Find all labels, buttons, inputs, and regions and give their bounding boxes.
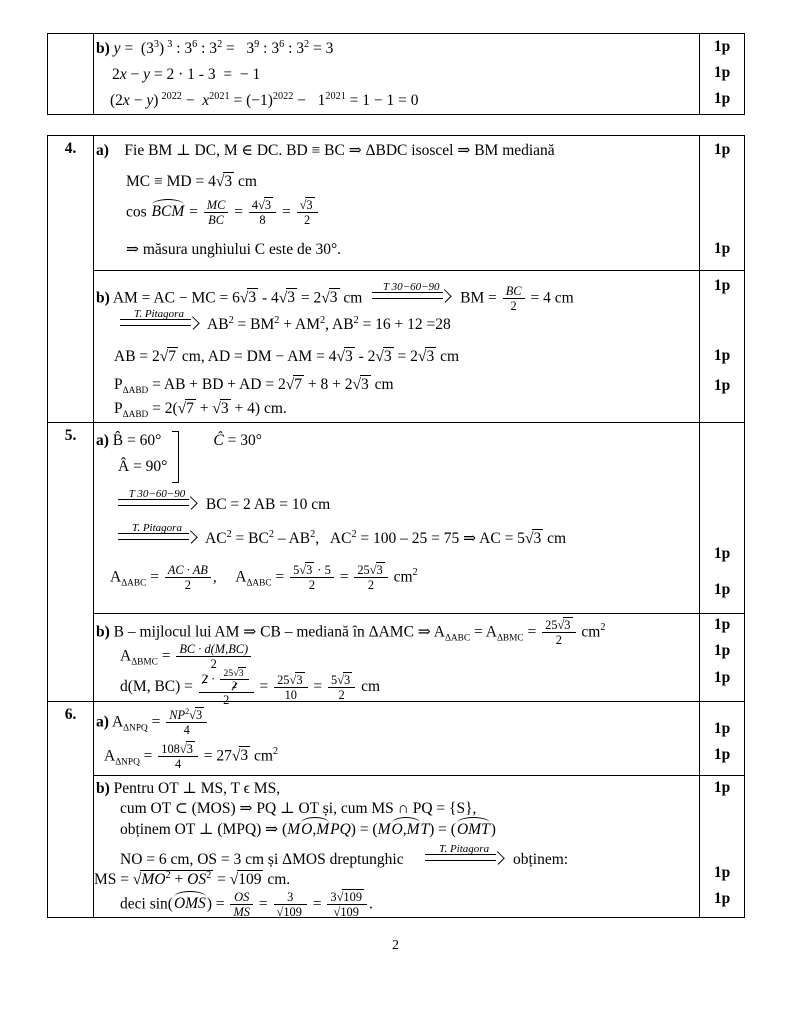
points-cell — [699, 34, 744, 114]
points-label: 1p — [713, 377, 731, 394]
math-line: $P_{\Delta ABD} = 2(√7 + √3 + 4)$ cm. — [114, 400, 287, 421]
bracket-shape — [172, 431, 179, 483]
subrow-4a — [94, 136, 744, 270]
points-label: 1p — [713, 141, 731, 158]
subrow-5b — [94, 613, 744, 707]
math-line: (2x − y) $^{2022}$ − $x^{2021} = (-1)^{2022}$ − $1^{2021} = 1 - 1 = 0$ — [110, 90, 419, 109]
problem-number-empty — [48, 34, 94, 114]
points-cell — [699, 136, 744, 270]
table-row-5 — [48, 422, 744, 707]
answer-table-main — [47, 135, 745, 918]
points-label: 1p — [713, 277, 731, 294]
points-cell — [699, 614, 744, 701]
math-line: 2x − y = 2 · 1 - 3 = − 1 — [112, 66, 261, 83]
points-label: 1p — [713, 38, 731, 55]
math-line: b) y = $(3^3)$ $^3$ : $3^6$ : $3^2$ = $3^9$ : $3^6$ : $3^2 = 3$ — [96, 38, 334, 57]
subrow-6a — [94, 702, 744, 775]
table-row — [48, 34, 744, 114]
points-label: 1p — [713, 669, 731, 686]
math-line: NO = 6 cm, OS = 3 cm și ΔMOS dreptunghic T. Pitagora obținem: — [120, 843, 569, 868]
points-label: 1p — [713, 347, 731, 364]
points-label: 1p — [713, 720, 731, 737]
points-label: 1p — [713, 864, 731, 881]
math-line: obținem OT ⊥ (MPQ) ⇒ (MO,MPQ) = (MO,MT) = (OMT) — [120, 821, 496, 838]
math-line: T. Pitagora $AB^2 = BM^2 + AM^2$, $AB^2 = 16 + 12 =28$ — [114, 315, 451, 334]
points-label: 1p — [713, 890, 731, 907]
math-line: AB = 2√7 cm, AD = DM − AM = 4√3 - 2√3 = 2√3 cm — [114, 348, 459, 365]
math-line: MS = $√MO^2 + OS^2 = √109$ cm. — [94, 869, 291, 888]
math-line: MC ≡ MD = 4√3 cm — [126, 173, 257, 190]
points-label: 1p — [713, 746, 731, 763]
math-line: b) B – mijlocul lui AM ⇒ CB – mediană în ΔAMC ⇒ $A_{\Delta ABC} = A_{\Delta BMC}$ = $\frac{25√3}{2}$ $cm^2$ — [96, 618, 606, 648]
points-cell — [699, 271, 744, 422]
solution-cell — [94, 136, 699, 270]
solution-cell — [94, 423, 699, 613]
solution-cell — [94, 776, 699, 920]
math-line: Ĉ = 30° — [213, 432, 262, 449]
math-line: b) Pentru OT ⊥ MS, T ϵ MS, — [96, 780, 281, 797]
solution-cell — [94, 34, 699, 114]
solution-cell — [94, 614, 699, 707]
page-number: 2 — [392, 938, 399, 953]
math-line: a) $A_{\Delta NPQ}$ = $\frac{NP^2√3}{4}$ — [96, 708, 209, 738]
points-label: 1p — [713, 581, 731, 598]
math-line: $A_{\Delta NPQ}$ = $\frac{108√3}{4}$ = 27√3 $cm^2$ — [104, 742, 279, 772]
points-cell — [699, 423, 744, 613]
math-line: cum OT ⊂ (MOS) ⇒ PQ ⊥ OT și, cum MS ∩ PQ = {S}, — [120, 800, 477, 817]
table-row-4 — [48, 136, 744, 422]
points-label: 1p — [713, 64, 731, 81]
problem-number: 4. — [48, 136, 94, 422]
math-line: T 30−60−90 BC = 2 AB = 10 cm — [112, 495, 330, 514]
problem-number: 6. — [48, 702, 94, 917]
math-line: $P_{\Delta ABD}$ = AB + BD + AD = 2√7 + 8 + 2√3 cm — [114, 376, 394, 397]
points-label: 1p — [713, 642, 731, 659]
math-line: ⇒ măsura unghiului C este de 30°. — [126, 241, 342, 258]
math-line: cos BCM = $\frac{MC}{BC}$ = $\frac{4√3}{8}$ = $\frac{√3}{2}$ — [126, 198, 320, 228]
math-line: deci sin(OMS) = $\frac{OS}{MS}$ = $\frac{3}{√109}$ = $\frac{3√109}{√109}$ . — [120, 890, 373, 920]
solution-cell — [94, 271, 699, 422]
math-line: d(M, BC) = 2 · $\frac{25√3}{2}$ 2 = $\frac{25√3}{10}$ = $\frac{5√3}{2}$ cm — [120, 668, 381, 707]
points-label: 1p — [713, 240, 731, 257]
subrow-5a — [94, 423, 744, 613]
math-line: Â = 90° — [118, 458, 168, 476]
subrow-b — [94, 34, 744, 114]
math-line: a) Fie BM ⊥ DC, M ∈ DC. BD ≡ BC ⇒ ΔBDC isoscel ⇒ BM mediană — [96, 142, 555, 159]
points-cell — [699, 702, 744, 775]
points-label: 1p — [713, 616, 731, 633]
table-row-6 — [48, 701, 744, 920]
math-line: b) AM = AC − MC = 6√3 - 4√3 = 2√3 cm T 30−60−90 BM = $\frac{BC}{2}$ = 4 cm — [96, 281, 574, 314]
points-cell — [699, 776, 744, 917]
answer-table-top — [47, 33, 745, 115]
subrow-4b — [94, 270, 744, 422]
angle-system — [96, 431, 262, 483]
problem-number: 5. — [48, 423, 94, 701]
math-line: a) B̂ = 60° — [96, 432, 162, 449]
solution-cell — [94, 702, 699, 775]
math-line: $A_{\Delta BMC}$ = $\frac{BC \cdot d(M,BC)}{2}$ — [120, 642, 253, 672]
math-line: $A_{\Delta ABC}$ = $\frac{AC \cdot AB}{2}$ , $A_{\Delta ABC}$ = $\frac{5√3 \cdot 5}{2}$ = $\frac{25√3}{2}$ $cm^2$ — [110, 563, 418, 593]
subrow-6b — [94, 775, 744, 920]
points-label: 1p — [713, 545, 731, 562]
points-label: 1p — [713, 779, 731, 796]
math-line: T. Pitagora $AC^2 = BC^2 - AB^2$, $AC^2 = 100 - 25 = 75$ ⇒ AC = 5√3 cm — [112, 529, 566, 548]
points-label: 1p — [713, 90, 731, 107]
